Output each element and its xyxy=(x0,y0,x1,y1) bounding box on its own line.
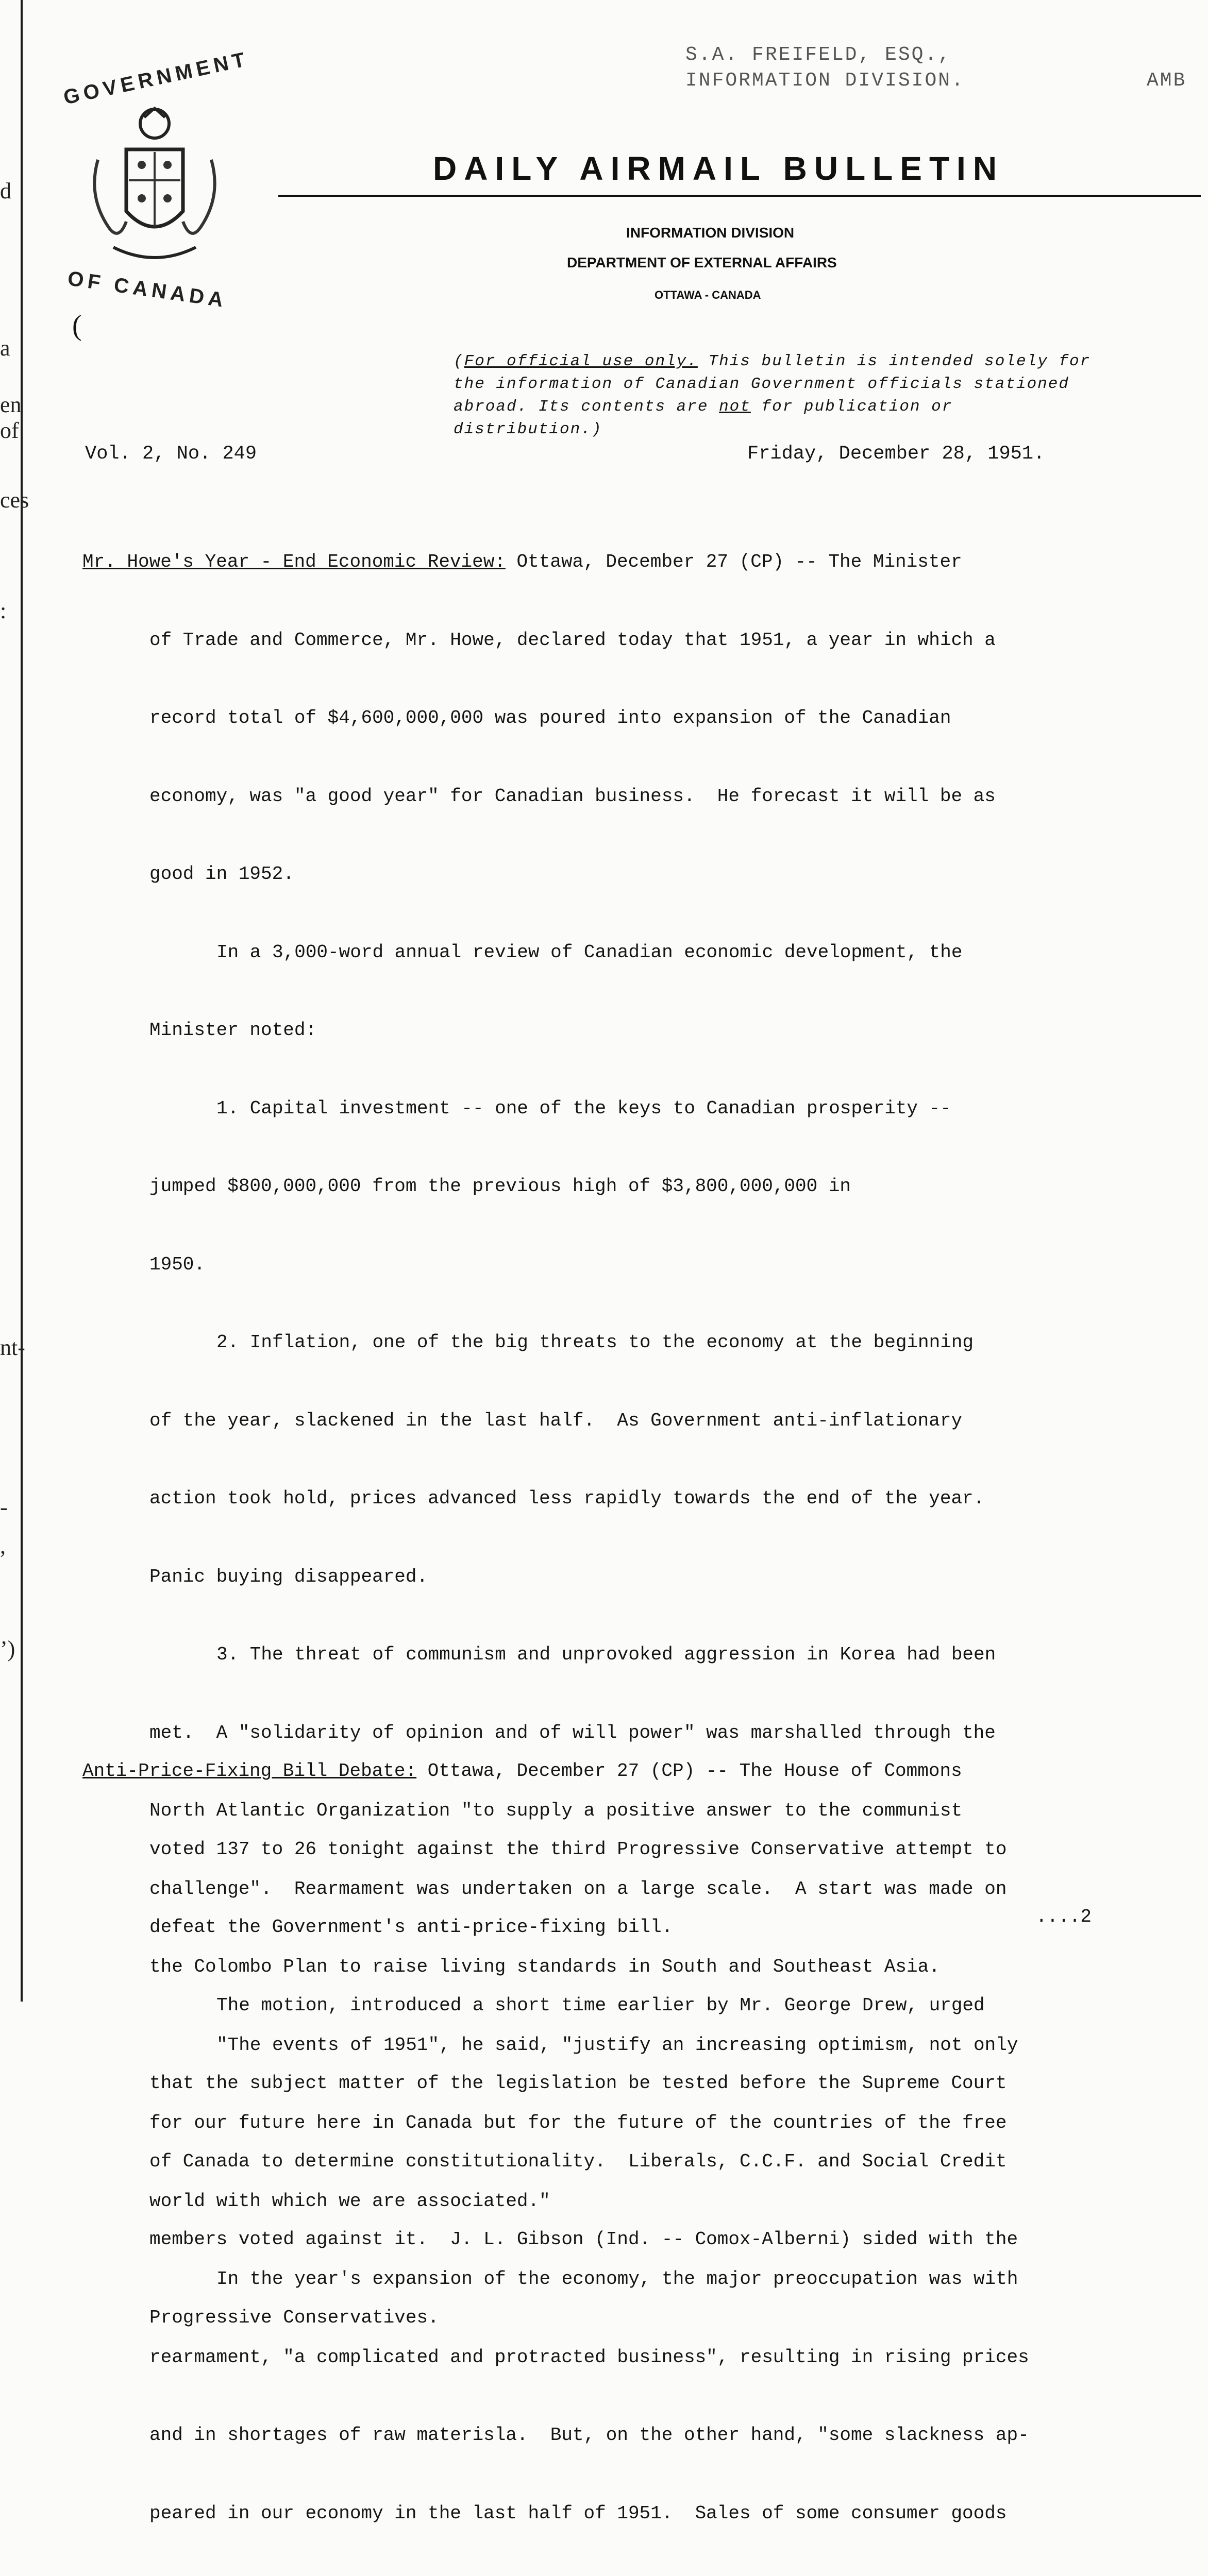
margin-fragment: of xyxy=(0,418,19,443)
title-rule xyxy=(278,195,1201,197)
article-line: In a 3,000-word annual review of Canadian economic development, the xyxy=(216,941,963,963)
article-line: rearmament, "a complicated and protracted business", resulting in rising prices xyxy=(149,2346,1029,2368)
notice-not: not xyxy=(719,398,751,416)
margin-fragment: d xyxy=(0,178,11,204)
bracket-mark: ( xyxy=(72,310,82,342)
emblem-top-text: GOVERNMENT xyxy=(61,47,251,109)
article-line: 2. Inflation, one of the big threats to the economy at the beginning xyxy=(216,1332,974,1353)
margin-fragment: nt- xyxy=(0,1335,25,1360)
article-line: that the subject matter of the legislation be tested before the Supreme Court xyxy=(149,2073,1007,2094)
article-line: Minister noted: xyxy=(149,1020,317,1041)
margin-fragment: ’) xyxy=(0,1636,15,1662)
margin-fragment: , xyxy=(0,1533,6,1558)
article-line: good in 1952. xyxy=(149,863,294,885)
article-line: North Atlantic Organization "to supply a positive answer to the communist xyxy=(149,1800,963,1821)
notice-tail: for publication or distribution.) xyxy=(454,398,953,438)
article-line: Mr. Howe's Year - End Economic Review: Ottawa, December 27 (CP) -- The Minister xyxy=(82,551,962,572)
article-line: record total of $4,600,000,000 was poured into expansion of the Canadian xyxy=(149,707,951,728)
article-line: of Trade and Commerce, Mr. Howe, declared today that 1951, a year in which a xyxy=(149,629,996,651)
article-line: for our future here in Canada but for the future of the countries of the free xyxy=(149,2112,1007,2133)
article-line: of the year, slackened in the last half. As Government anti-inflationary xyxy=(149,1410,963,1431)
article-line: the Colombo Plan to raise living standards in South and Southeast Asia. xyxy=(149,1956,940,1977)
article-line: jumped $800,000,000 from the previous high of $3,800,000,000 in xyxy=(149,1176,851,1197)
bulletin-title: DAILY AIRMAIL BULLETIN xyxy=(433,150,1004,187)
article-line: economy, was "a good year" for Canadian business. He forecast it will be as xyxy=(149,785,996,807)
margin-fragment: - xyxy=(0,1495,8,1520)
article-line: challenge". Rearmament was undertaken on a large scale. A start was made on xyxy=(149,1878,1007,1900)
division-label: INFORMATION DIVISION xyxy=(626,225,795,241)
notice-official-use: For official use only. xyxy=(464,352,698,370)
emblem-bottom-text: OF CANADA xyxy=(66,267,229,312)
coat-of-arms-icon xyxy=(77,103,232,278)
location-label: OTTAWA - CANADA xyxy=(655,289,761,301)
article-line: Progressive Conservatives. xyxy=(149,2307,439,2328)
stamp-recipient: S.A. FREIFELD, ESQ., xyxy=(685,44,952,66)
article-line: action took hold, prices advanced less rapidly towards the end of the year. xyxy=(149,1488,985,1509)
distribution-notice: (For official use only. This bulletin is intended solely for the information of Canadian Government officials stationed abroad. Its contents are not for publication or distribution.) xyxy=(454,352,1091,438)
article-line: voted 137 to 26 tonight against the third Progressive Conservative attempt to xyxy=(149,1838,1007,1860)
issue-date: Friday, December 28, 1951. xyxy=(747,443,1045,465)
department-label: DEPARTMENT OF EXTERNAL AFFAIRS xyxy=(567,255,837,270)
article-line: world with which we are associated." xyxy=(149,2190,550,2212)
article-line: "The events of 1951", he said, "justify an increasing optimism, not only xyxy=(216,2034,1018,2056)
stamp-division: INFORMATION DIVISION. xyxy=(685,70,965,92)
article-line: Anti-Price-Fixing Bill Debate: Ottawa, December 27 (CP) -- The House of Commons xyxy=(82,1760,962,1782)
article-line: 1. Capital investment -- one of the keys to Canadian prosperity -- xyxy=(216,1097,951,1119)
article-line: The motion, introduced a short time earlier by Mr. George Drew, urged xyxy=(216,1994,985,2016)
stamp-initials: AMB xyxy=(1147,70,1187,92)
article-line: 1950. xyxy=(149,1253,206,1275)
continued-marker: ....2 xyxy=(1036,1906,1092,1927)
left-margin-rule xyxy=(21,0,23,2002)
article-line: 3. The threat of communism and unprovoked aggression in Korea had been xyxy=(216,1644,996,1665)
volume-number: Vol. 2, No. 249 xyxy=(85,443,257,465)
article-line: of Canada to determine constitutionality. Liberals, C.C.F. and Social Credit xyxy=(149,2150,1007,2172)
margin-fragment: : xyxy=(0,598,7,623)
article-anti-price-fixing xyxy=(82,1706,1018,2357)
article-heading: Mr. Howe's Year - End Economic Review: xyxy=(82,551,506,572)
article-line: peared in our economy in the last half of 1951. Sales of some consumer goods xyxy=(149,2502,1007,2524)
article-line: members voted against it. J. L. Gibson (Ind. -- Comox-Alberni) sided with the xyxy=(149,2229,1018,2250)
article-line: In the year's expansion of the economy, the major preoccupation was with xyxy=(216,2268,1018,2290)
margin-fragment: a xyxy=(0,335,10,361)
margin-fragment: en xyxy=(0,392,22,417)
article-line: and in shortages of raw materisla. But, on the other hand, "some slackness ap- xyxy=(149,2425,1029,2446)
article-line: defeat the Government's anti-price-fixing bill. xyxy=(149,1917,673,1938)
notice-text: This bulletin is intended solely for the information of Canadian Government officials stationed abroad. Its contents are xyxy=(454,352,1091,416)
article-line: Panic buying disappeared. xyxy=(149,1566,428,1587)
article-line: met. A "solidarity of opinion and of will power" was marshalled through the xyxy=(149,1722,996,1743)
article-heading: Anti-Price-Fixing Bill Debate: xyxy=(82,1760,417,1782)
margin-fragment: ces xyxy=(0,487,29,513)
